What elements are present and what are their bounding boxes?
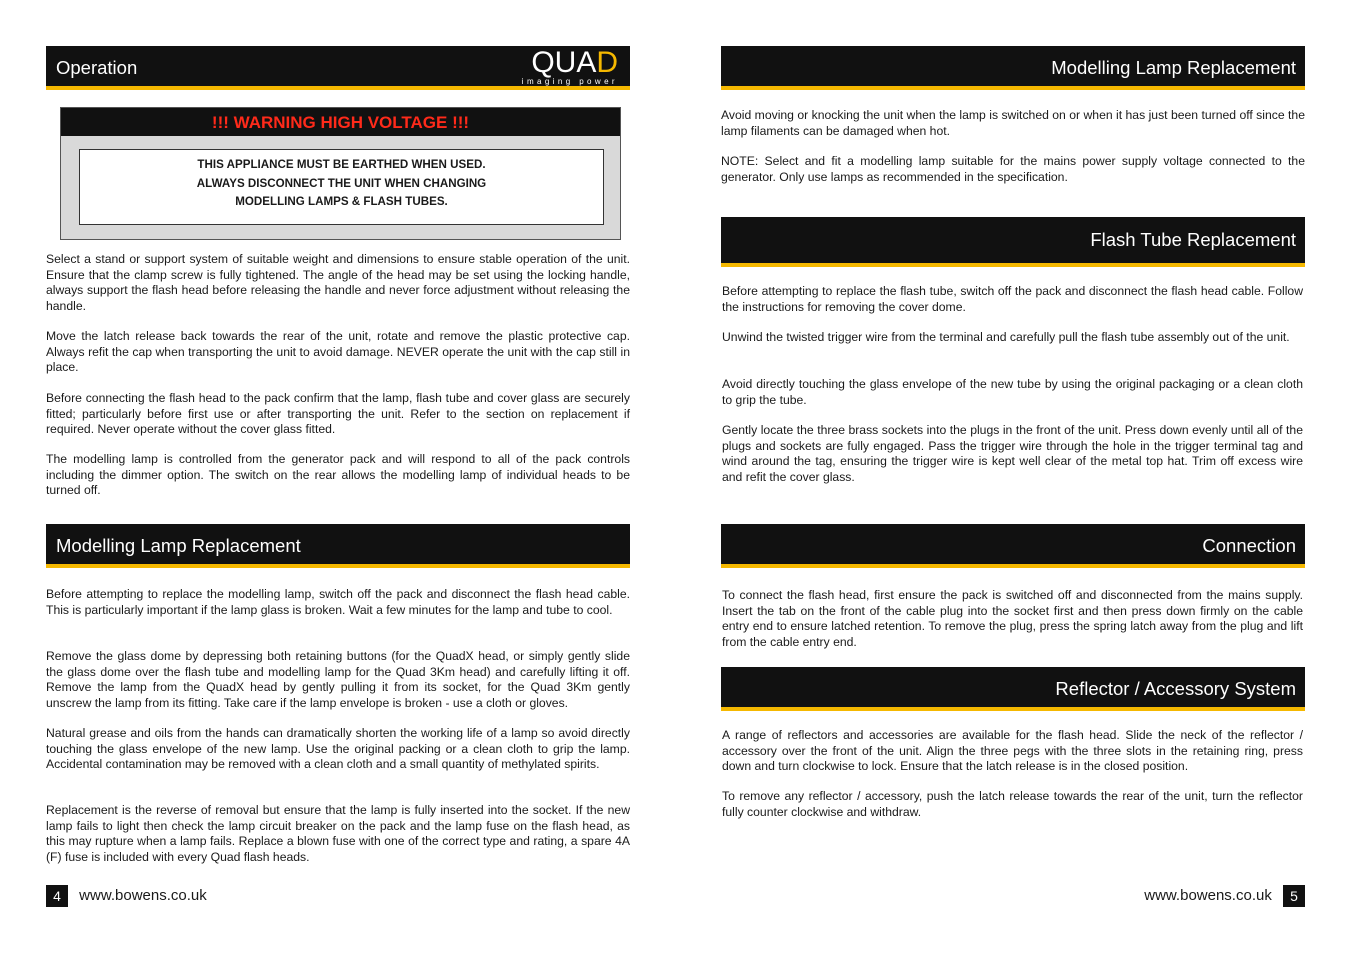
right-page	[675, 0, 1350, 954]
modelling-paragraph: NOTE: Select and fit a modelling lamp suitable for the mains power supply voltage connected to the generator. Only use lamps as recommended in the specification.	[721, 154, 1305, 184]
modelling-lamp-title: Modelling Lamp Replacement	[56, 535, 301, 556]
connection-paragraph: To connect the flash head, first ensure the pack is switched off and disconnected from the mains supply. Insert the tab on the front of the cable plug into the socket first and then press down firmly on the cable entry end to ensure latched retention. To remove the plug, press the spring latch away from the plug and lift from the cable entry end.	[722, 588, 1303, 649]
footer-right	[1144, 885, 1305, 909]
flash-tube-paragraph: Avoid directly touching the glass envelope of the new tube by using the original packaging or a clean cloth to grip the tube.	[722, 377, 1303, 407]
website-link[interactable]: www.bowens.co.uk	[1144, 887, 1272, 904]
warning-heading: !!! WARNING HIGH VOLTAGE !!!	[61, 108, 620, 136]
modelling-lamp-title: Modelling Lamp Replacement	[1051, 57, 1296, 78]
operation-paragraph: Before connecting the flash head to the pack confirm that the lamp, flash tube and cover glass are securely fitted; particularly before first use or after transporting the unit. Refer to the section on replacement if required. Never operate without the cover glass fitted.	[46, 391, 630, 437]
connection-title: Connection	[1202, 535, 1296, 556]
reflector-paragraph: A range of reflectors and accessories are available for the flash head. Slide the neck of the reflector / accessory over the front of the unit. Align the three pegs with the three slots in the retaining ring, press down and turn clockwise to lock. Ensure that the latch release is in the closed position.	[722, 728, 1303, 774]
flash-tube-paragraph: Before attempting to replace the flash tube, switch off the pack and disconnect the flash head cable. Follow the instructions for removing the cover dome.	[722, 284, 1303, 314]
page-number: 5	[1283, 885, 1305, 907]
quad-logo-word: QUAD	[531, 46, 618, 79]
warning-box	[60, 107, 621, 240]
operation-paragraph: Select a stand or support system of suitable weight and dimensions to ensure stable operation of the unit. Ensure that the clamp screw is fully tightened. The angle of the head may be set using the locking handle, always support the flash head before releasing the handle and never force adjustment without releasing the handle.	[46, 252, 630, 313]
modelling-lamp-header-right	[721, 46, 1305, 90]
modelling-paragraph: Before attempting to replace the modelling lamp, switch off the pack and disconnect the flash head cable. This is particularly important if the lamp glass is broken. Wait a few minutes for the lamp and tube to cool.	[46, 587, 630, 617]
reflector-paragraph: To remove any reflector / accessory, push the latch release towards the rear of the unit, turn the reflector fully counter clockwise and withdraw.	[722, 789, 1303, 819]
page-number: 4	[46, 885, 68, 907]
operation-paragraph: Move the latch release back towards the rear of the unit, rotate and remove the plastic protective cap. Always refit the cap when transporting the unit to avoid damage. NEVER operate the unit with the cap still in place.	[46, 329, 630, 375]
operation-paragraph: The modelling lamp is controlled from the generator pack and will respond to all of the pack controls including the dimmer option. The switch on the rear allows the modelling lamp of individual heads to be turned off.	[46, 452, 630, 498]
modelling-paragraph: Natural grease and oils from the hands can dramatically shorten the working life of a lamp so avoid directly touching the glass envelope of the new lamp. Use the original packing or a clean cloth to grip the lamp. Accidental contamination may be removed with a clean cloth and a small quantity of methylated spirits.	[46, 726, 630, 772]
footer-left	[46, 885, 207, 909]
quad-logo	[522, 48, 618, 87]
flash-tube-header	[721, 217, 1305, 267]
reflector-header	[721, 667, 1305, 711]
flash-tube-title: Flash Tube Replacement	[1090, 229, 1296, 250]
flash-tube-paragraph: Unwind the twisted trigger wire from the terminal and carefully pull the flash tube assembly out of the unit.	[722, 330, 1290, 344]
operation-title: Operation	[56, 57, 138, 78]
warning-line: MODELLING LAMPS & FLASH TUBES.	[235, 195, 448, 208]
reflector-title: Reflector / Accessory System	[1055, 678, 1296, 699]
flash-tube-paragraph: Gently locate the three brass sockets into the plugs in the front of the unit. Press down evenly until all of the plugs and sockets are fully engaged. Pass the trigger wire through the hole in the trigger terminal tag and wind around the tag, ensuring the trigger wire is kept well clear of the metal top hat. Trim off excess wire and refit the cover glass.	[722, 423, 1303, 484]
warning-line: ALWAYS DISCONNECT THE UNIT WHEN CHANGING	[196, 176, 487, 190]
warning-line: THIS APPLIANCE MUST BE EARTHED WHEN USED.	[197, 158, 486, 171]
quad-logo-tagline: imaging power	[521, 77, 618, 86]
modelling-paragraph: Avoid moving or knocking the unit when the lamp is switched on or when it has just been turned off since the lamp filaments can be damaged when hot.	[721, 108, 1305, 138]
connection-header	[721, 524, 1305, 568]
modelling-paragraph: Remove the glass dome by depressing both retaining buttons (for the QuadX head, or simply gently slide the glass dome over the flash tube and modelling lamp for the Quad 3Km head) and carefully lifting it off. Remove the lamp from the QuadX head by gently pulling it from its socket, for the Quad 3Km gently unscrew the lamp from its fitting. Take care if the lamp envelope is broken - use a cloth or gloves.	[46, 649, 630, 710]
website-link[interactable]: www.bowens.co.uk	[79, 887, 207, 904]
warning-message	[79, 149, 604, 225]
modelling-lamp-header-left	[46, 524, 630, 568]
modelling-paragraph: Replacement is the reverse of removal but ensure that the lamp is fully inserted into the socket. If the new lamp fails to light then check the lamp circuit breaker on the pack and the lamp fuse on the flash head, as this may rupture when a lamp fails. Replace a blown fuse with one of the correct type and rating, a spare 4A (F) fuse is included with every Quad flash heads.	[46, 803, 630, 864]
operation-header	[46, 46, 630, 90]
